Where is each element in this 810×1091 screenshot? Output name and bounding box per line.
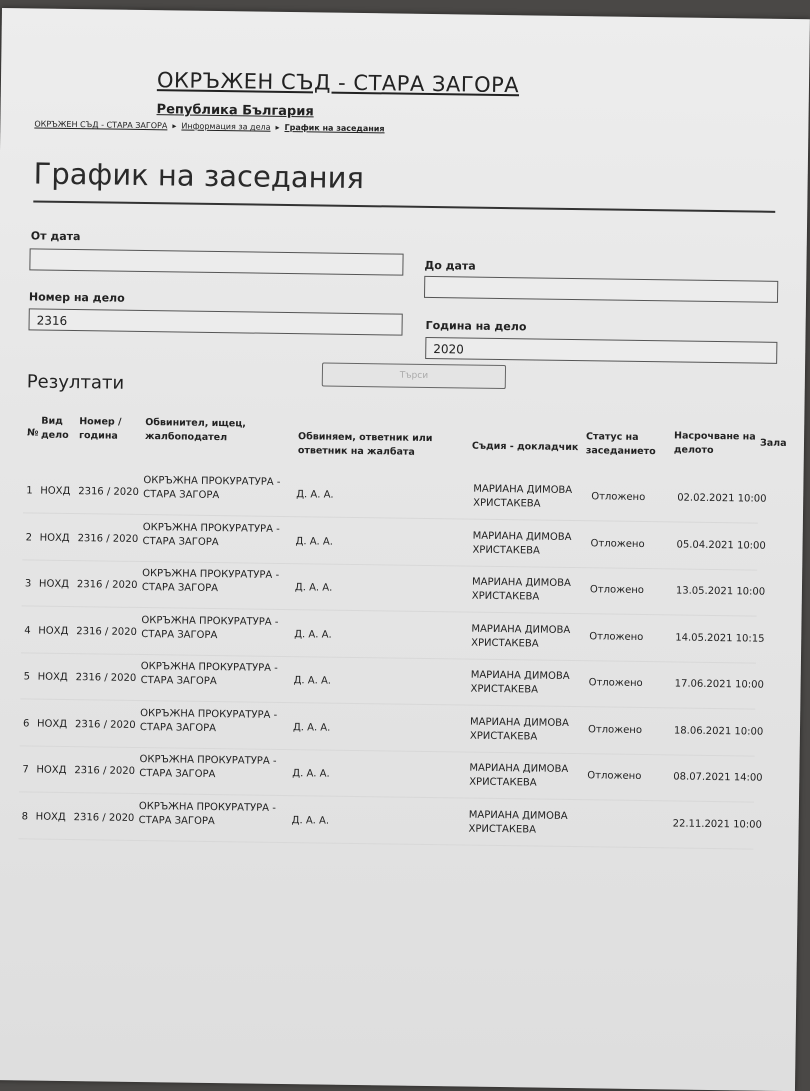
col-header-num: № bbox=[26, 427, 39, 439]
breadcrumb-court[interactable]: ОКРЪЖЕН СЪД - СТАРА ЗАГОРА bbox=[34, 119, 168, 131]
cell-judge: МАРИАНА ДИМОВА ХРИСТАКЕВА bbox=[469, 762, 569, 789]
cell-prosecutor: ОКРЪЖНА ПРОКУРАТУРА - СТАРА ЗАГОРА bbox=[142, 521, 280, 548]
cell-num: 6 bbox=[22, 717, 30, 729]
col-header-hall: Зала bbox=[759, 437, 787, 449]
col-header-type: Вид дело bbox=[40, 415, 69, 441]
case-number-label: Номер на дело bbox=[28, 290, 125, 305]
cell-prosecutor: ОКРЪЖНА ПРОКУРАТУРА - СТАРА ЗАГОРА bbox=[141, 614, 279, 641]
cell-number: 2316 / 2020 bbox=[73, 811, 135, 824]
cell-number: 2316 / 2020 bbox=[75, 672, 137, 684]
cell-scheduled: 14.05.2021 10:15 bbox=[675, 631, 765, 645]
cell-num: 4 bbox=[24, 624, 31, 636]
case-year-input[interactable]: 2020 bbox=[425, 337, 777, 364]
republic-label: Република България bbox=[156, 102, 314, 120]
cell-judge: МАРИАНА ДИМОВА ХРИСТАКЕВА bbox=[471, 623, 571, 650]
cell-status bbox=[587, 816, 657, 817]
cell-defendant: Д. А. А. bbox=[296, 489, 334, 501]
cell-number: 2316 / 2020 bbox=[76, 625, 138, 638]
page-title: График на заседания bbox=[33, 156, 365, 196]
cell-number: 2316 / 2020 bbox=[74, 765, 136, 777]
cell-prosecutor: ОКРЪЖНА ПРОКУРАТУРА - СТАРА ЗАГОРА bbox=[139, 707, 278, 734]
cell-status: Отложено bbox=[589, 630, 644, 643]
cell-num: 2 bbox=[25, 531, 33, 543]
cell-num: 3 bbox=[24, 578, 32, 590]
col-header-judge: Съдия - докладчик bbox=[471, 440, 579, 454]
cell-prosecutor: ОКРЪЖНА ПРОКУРАТУРА - СТАРА ЗАГОРА bbox=[143, 475, 281, 502]
breadcrumb-case-info[interactable]: Информация за дела bbox=[181, 121, 271, 132]
cell-num: 1 bbox=[26, 485, 33, 497]
cell-status: Отложено bbox=[590, 537, 645, 550]
cell-num: 8 bbox=[21, 810, 29, 822]
cell-type: НОХД bbox=[38, 625, 69, 637]
search-button[interactable]: Търси bbox=[322, 363, 506, 390]
from-date-input[interactable] bbox=[29, 248, 403, 275]
cell-defendant: Д. А. А. bbox=[294, 582, 333, 594]
case-year-label: Година на дело bbox=[425, 318, 527, 334]
table-row bbox=[18, 792, 763, 849]
cell-number: 2316 / 2020 bbox=[76, 579, 138, 591]
breadcrumb bbox=[34, 119, 384, 133]
col-header-defendant: Обвиняем, ответник или ответник на жалбата bbox=[297, 431, 433, 458]
col-header-status: Статус на заседанието bbox=[585, 431, 656, 458]
col-header-prosecutor: Обвинител, ищец, жалбоподател bbox=[144, 417, 246, 444]
cell-judge: МАРИАНА ДИМОВА ХРИСТАКЕВА bbox=[470, 669, 570, 696]
breadcrumb-separator-icon: ▸ bbox=[275, 122, 280, 132]
title-divider bbox=[33, 200, 775, 212]
cell-type: НОХД bbox=[40, 485, 71, 498]
printed-page bbox=[0, 8, 810, 1091]
cell-judge: МАРИАНА ДИМОВА ХРИСТАКЕВА bbox=[469, 716, 570, 743]
cell-number: 2316 / 2020 bbox=[77, 532, 139, 545]
cell-scheduled: 02.02.2021 10:00 bbox=[677, 492, 767, 505]
cell-defendant: Д. А. А. bbox=[295, 535, 334, 548]
cell-number: 2316 / 2020 bbox=[74, 718, 136, 731]
cell-status: Отложено bbox=[591, 491, 646, 504]
to-date-label: До дата bbox=[424, 258, 476, 273]
cell-scheduled: 22.11.2021 10:00 bbox=[672, 817, 763, 831]
cell-defendant: Д. А. А. bbox=[292, 768, 330, 780]
to-date-input[interactable] bbox=[424, 276, 778, 303]
cell-judge: МАРИАНА ДИМОВА ХРИСТАКЕВА bbox=[472, 530, 572, 557]
cell-type: НОХД bbox=[36, 718, 68, 730]
cell-defendant: Д. А. А. bbox=[294, 628, 332, 641]
cell-type: НОХД bbox=[35, 811, 66, 823]
cell-defendant: Д. А. А. bbox=[292, 721, 331, 734]
cell-type: НОХД bbox=[37, 671, 68, 683]
cell-type: НОХД bbox=[38, 578, 70, 590]
cell-scheduled: 08.07.2021 14:00 bbox=[673, 771, 763, 784]
results-title: Резултати bbox=[26, 371, 125, 394]
case-number-input[interactable]: 2316 bbox=[29, 308, 403, 335]
cell-judge: МАРИАНА ДИМОВА ХРИСТАКЕВА bbox=[471, 576, 571, 603]
cell-status: Отложено bbox=[588, 677, 643, 690]
cell-status: Отложено bbox=[587, 723, 643, 736]
cell-type: НОХД bbox=[39, 532, 70, 544]
breadcrumb-separator-icon: ▸ bbox=[172, 121, 177, 131]
cell-scheduled: 13.05.2021 10:00 bbox=[675, 585, 766, 598]
cell-judge: МАРИАНА ДИМОВА ХРИСТАКЕВА bbox=[473, 483, 573, 510]
cell-num: 7 bbox=[22, 764, 29, 776]
cell-num: 5 bbox=[23, 671, 31, 683]
cell-prosecutor: ОКРЪЖНА ПРОКУРАТУРА - СТАРА ЗАГОРА bbox=[139, 753, 277, 781]
cell-scheduled: 17.06.2021 10:00 bbox=[674, 678, 764, 691]
from-date-label: От дата bbox=[30, 229, 81, 244]
cell-type: НОХД bbox=[36, 764, 67, 776]
cell-number: 2316 / 2020 bbox=[78, 486, 139, 498]
cell-defendant: Д. А. А. bbox=[293, 675, 332, 687]
col-header-number: Номер / година bbox=[78, 416, 122, 442]
cell-prosecutor: ОКРЪЖНА ПРОКУРАТУРА - СТАРА ЗАГОРА bbox=[140, 661, 278, 688]
cell-prosecutor: ОКРЪЖНА ПРОКУРАТУРА - СТАРА ЗАГОРА bbox=[141, 568, 280, 595]
cell-judge: МАРИАНА ДИМОВА ХРИСТАКЕВА bbox=[468, 809, 568, 836]
cell-status: Отложено bbox=[589, 584, 645, 597]
col-header-scheduled: Насрочване на делото bbox=[673, 430, 756, 456]
cell-status: Отложено bbox=[587, 770, 642, 783]
cell-prosecutor: ОКРЪЖНА ПРОКУРАТУРА - СТАРА ЗАГОРА bbox=[138, 800, 276, 827]
cell-defendant: Д. А. А. bbox=[291, 814, 330, 827]
cell-scheduled: 05.04.2021 10:00 bbox=[676, 538, 766, 552]
cell-scheduled: 18.06.2021 10:00 bbox=[673, 724, 764, 738]
court-name-link[interactable]: ОКРЪЖЕН СЪД - СТАРА ЗАГОРА bbox=[156, 68, 520, 98]
breadcrumb-current: График на заседания bbox=[284, 122, 385, 134]
